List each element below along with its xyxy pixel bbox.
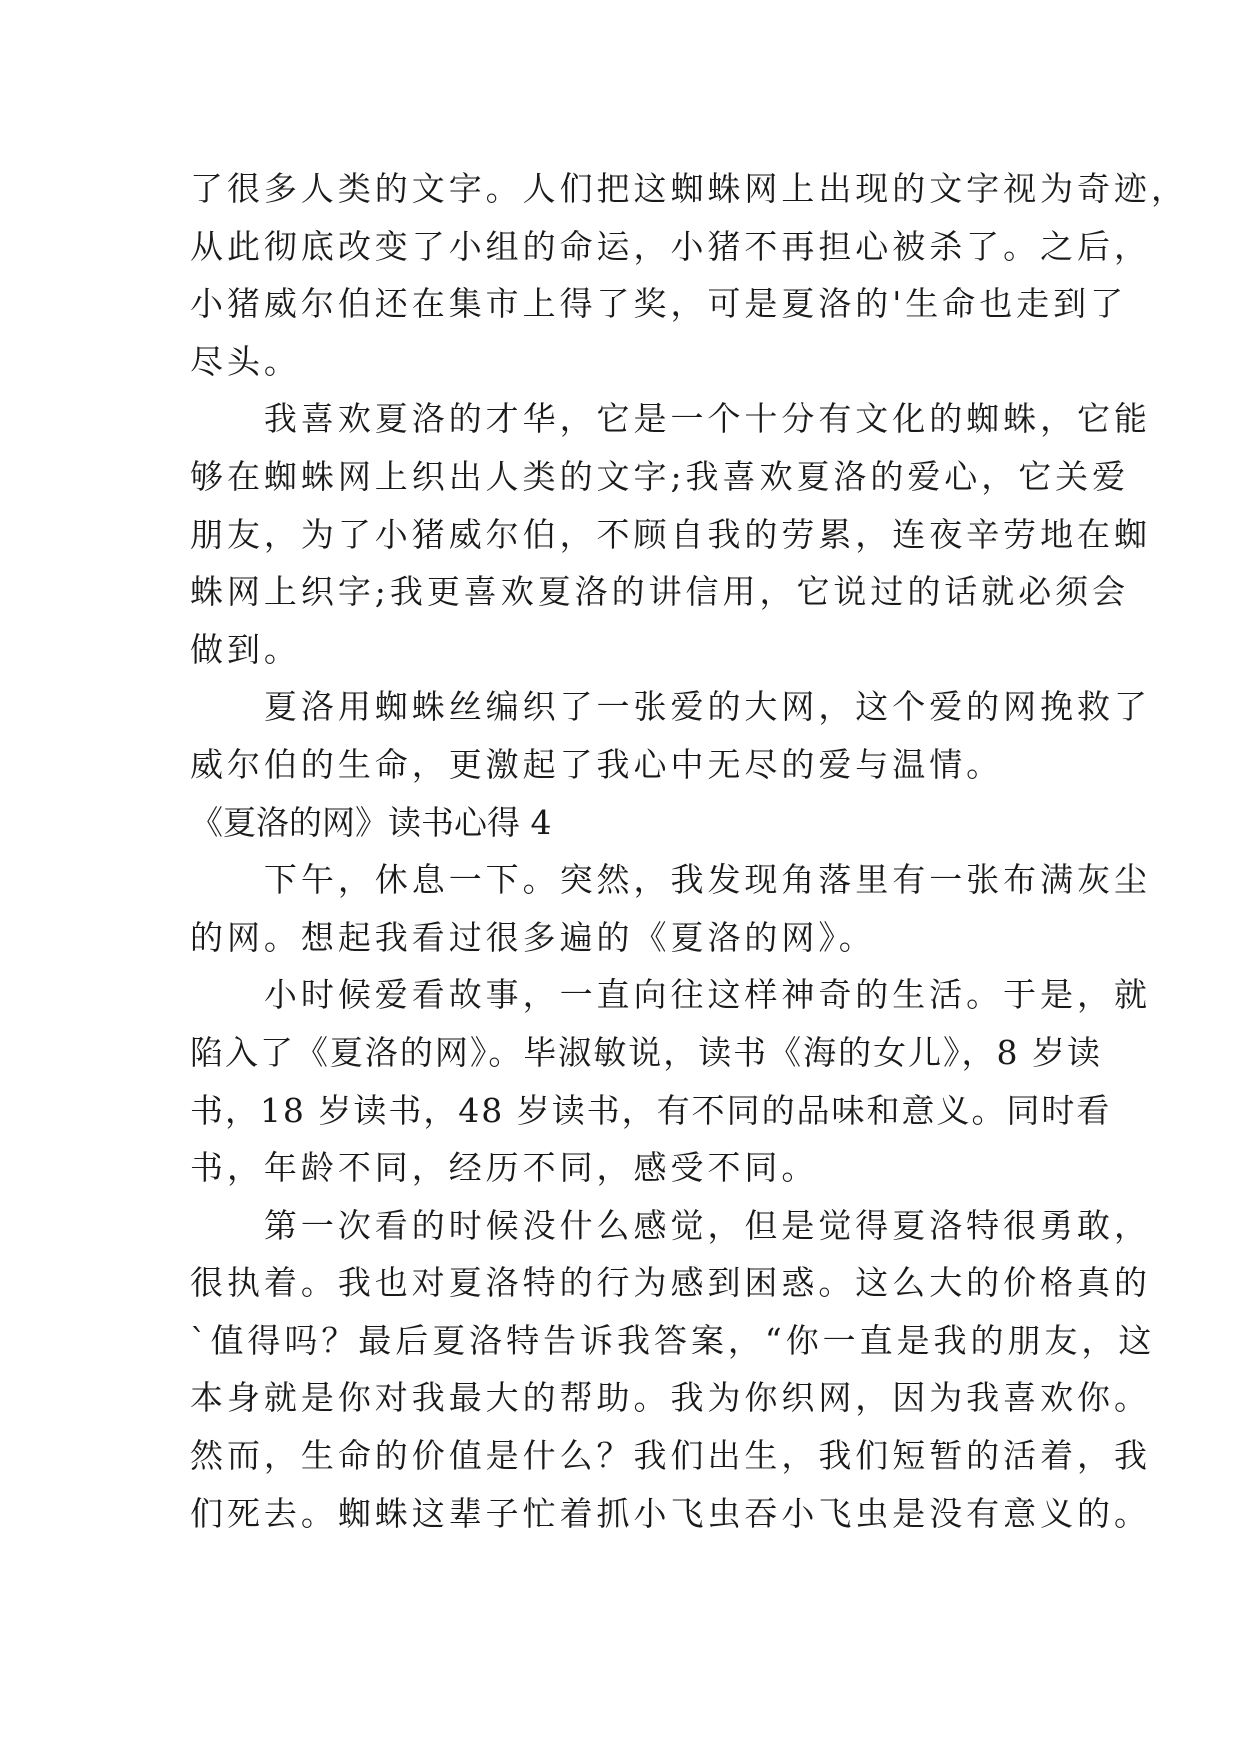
text-line: 书，18 岁读书，48 岁读书，有不同的品味和意义。同时看	[190, 1090, 1112, 1130]
text-line: 陷入了《夏洛的网》。毕淑敏说，读书《海的女儿》，8 岁读	[190, 1032, 1102, 1072]
text-line: 尽头。	[190, 341, 301, 381]
text-line: `值得吗？最后夏洛特告诉我答案，“你一直是我的朋友，这	[190, 1320, 1156, 1360]
section-heading: 《夏洛的网》读书心得 4	[190, 802, 552, 842]
text-line: 了很多人类的文字。人们把这蜘蛛网上出现的文字视为奇迹，	[190, 169, 1188, 208]
text-line: 做到。	[190, 629, 301, 669]
text-line: 然而，生命的价值是什么？我们出生，我们短暂的活着，我	[190, 1436, 1151, 1476]
text-line: 夏洛用蜘蛛丝编织了一张爱的大网，这个爱的网挽救了	[190, 687, 1151, 727]
text-line: 蛛网上织字;我更喜欢夏洛的讲信用，它说过的话就必须会	[190, 572, 1130, 612]
text-line: 本身就是你对我最大的帮助。我为你织网，因为我喜欢你。	[190, 1378, 1151, 1418]
body-text	[190, 160, 1188, 1542]
text-line: 们死去。蜘蛛这辈子忙着抓小飞虫吞小飞虫是没有意义的。	[190, 1493, 1151, 1533]
text-line: 小时候爱看故事，一直向往这样神奇的生活。于是，就	[190, 975, 1151, 1015]
text-line: 第一次看的时候没什么感觉，但是觉得夏洛特很勇敢，	[190, 1205, 1151, 1245]
text-line: 够在蜘蛛网上织出人类的文字;我喜欢夏洛的爱心，它关爱	[190, 456, 1130, 496]
text-line: 朋友，为了小猪威尔伯，不顾自我的劳累，连夜辛劳地在蜘	[190, 514, 1151, 554]
text-line: 的网。想起我看过很多遍的《夏洛的网》。	[190, 917, 876, 957]
text-line: 威尔伯的生命，更激起了我心中无尽的爱与温情。	[190, 744, 1004, 784]
text-line: 小猪威尔伯还在集市上得了奖，可是夏洛的'生命也走到了	[190, 284, 1128, 324]
text-line: 下午，休息一下。突然，我发现角落里有一张布满灰尘	[190, 860, 1151, 900]
text-line: 从此彻底改变了小组的命运，小猪不再担心被杀了。之后，	[190, 226, 1151, 266]
text-line: 很执着。我也对夏洛特的行为感到困惑。这么大的价格真的	[190, 1263, 1151, 1303]
text-line: 书，年龄不同，经历不同，感受不同。	[190, 1148, 819, 1188]
text-line: 我喜欢夏洛的才华，它是一个十分有文化的蜘蛛，它能	[190, 399, 1151, 439]
